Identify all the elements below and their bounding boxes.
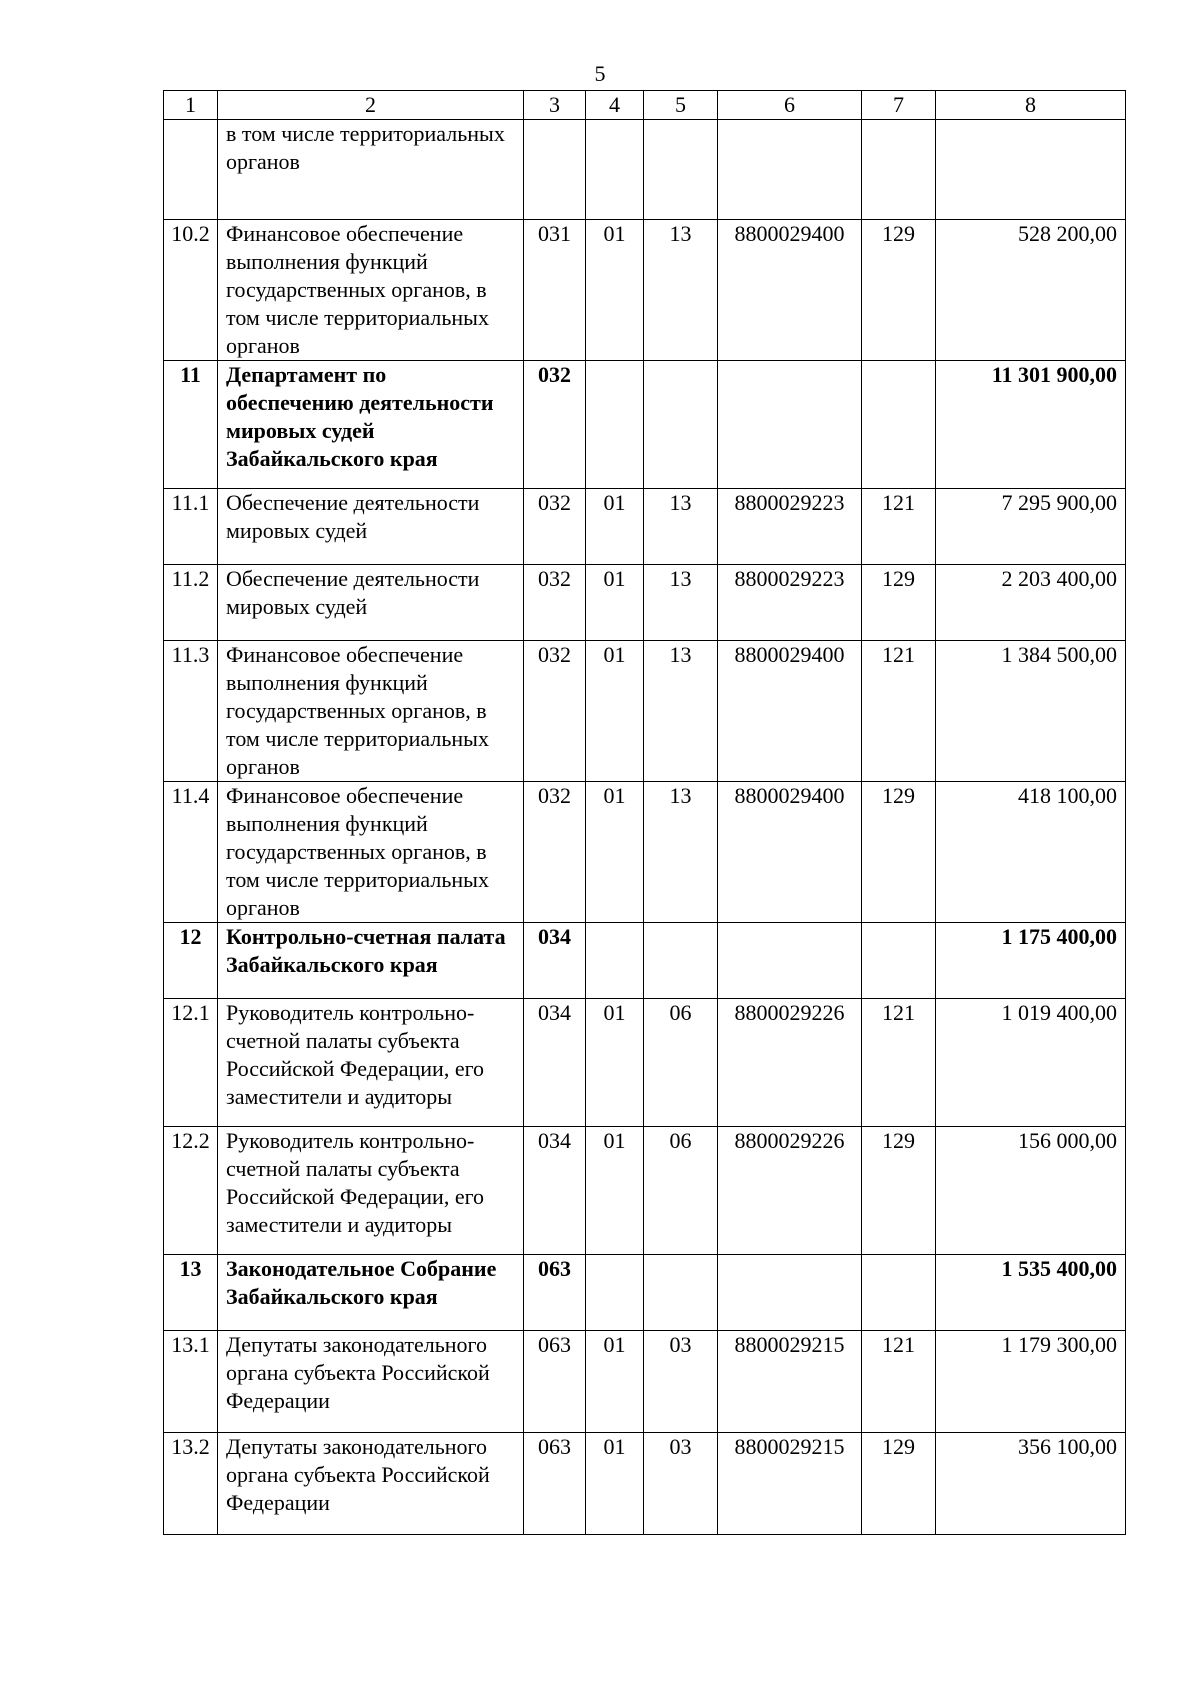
- row-amount-cell: 156 000,00: [936, 1127, 1126, 1255]
- row-amount-cell: 1 175 400,00: [936, 923, 1126, 999]
- row-expense-type-cell: 129: [862, 1433, 936, 1535]
- row-section-cell: 01: [586, 1127, 644, 1255]
- row-amount-cell: 1 179 300,00: [936, 1331, 1126, 1433]
- row-target-article-cell: 8800029223: [718, 489, 862, 565]
- row-subsection-cell: 13: [644, 641, 718, 782]
- table-row: [164, 641, 1126, 782]
- budget-table: [163, 90, 1126, 1535]
- row-amount-cell: 2 203 400,00: [936, 565, 1126, 641]
- row-name-cell: Руководитель контрольно-счетной палаты субъекта Российской Федерации, его заместители и аудиторы: [218, 999, 524, 1127]
- row-name-cell: Финансовое обеспечение выполнения функций государственных органов, в том числе территориальных органов: [218, 220, 524, 361]
- row-subsection-cell: 06: [644, 1127, 718, 1255]
- row-subsection-cell: 13: [644, 565, 718, 641]
- row-amount-cell: 1 384 500,00: [936, 641, 1126, 782]
- row-target-article-cell: [718, 120, 862, 220]
- row-subsection-cell: 06: [644, 999, 718, 1127]
- row-subsection-cell: 13: [644, 489, 718, 565]
- row-code-cell: 031: [524, 220, 586, 361]
- row-number-cell: 12.2: [164, 1127, 218, 1255]
- row-code-cell: 034: [524, 1127, 586, 1255]
- row-section-cell: 01: [586, 782, 644, 923]
- table-row: [164, 1433, 1126, 1535]
- row-expense-type-cell: [862, 923, 936, 999]
- row-code-cell: 032: [524, 565, 586, 641]
- row-subsection-cell: [644, 361, 718, 489]
- row-amount-cell: 356 100,00: [936, 1433, 1126, 1535]
- table-row: [164, 361, 1126, 489]
- row-amount-cell: 418 100,00: [936, 782, 1126, 923]
- row-section-cell: 01: [586, 1433, 644, 1535]
- row-subsection-cell: [644, 120, 718, 220]
- row-code-cell: [524, 120, 586, 220]
- row-expense-type-cell: [862, 120, 936, 220]
- row-code-cell: 034: [524, 999, 586, 1127]
- row-expense-type-cell: 121: [862, 999, 936, 1127]
- row-number-cell: 12: [164, 923, 218, 999]
- row-name-cell: Обеспечение деятельности мировых судей: [218, 489, 524, 565]
- row-subsection-cell: [644, 923, 718, 999]
- header-cell: 2: [218, 91, 524, 120]
- row-section-cell: 01: [586, 489, 644, 565]
- row-expense-type-cell: 121: [862, 489, 936, 565]
- row-name-cell: Законодательное Собрание Забайкальского края: [218, 1255, 524, 1331]
- row-section-cell: 01: [586, 641, 644, 782]
- row-subsection-cell: 03: [644, 1331, 718, 1433]
- row-code-cell: 063: [524, 1433, 586, 1535]
- row-code-cell: 063: [524, 1331, 586, 1433]
- row-section-cell: 01: [586, 565, 644, 641]
- header-cell: 1: [164, 91, 218, 120]
- row-target-article-cell: [718, 1255, 862, 1331]
- row-subsection-cell: [644, 1255, 718, 1331]
- row-section-cell: [586, 120, 644, 220]
- row-name-cell: Руководитель контрольно-счетной палаты субъекта Российской Федерации, его заместители и аудиторы: [218, 1127, 524, 1255]
- row-expense-type-cell: 129: [862, 782, 936, 923]
- row-target-article-cell: 8800029223: [718, 565, 862, 641]
- page-number: 5: [594, 61, 606, 86]
- row-name-cell: Департамент по обеспечению деятельности мировых судей Забайкальского края: [218, 361, 524, 489]
- row-number-cell: 12.1: [164, 999, 218, 1127]
- table-row: [164, 565, 1126, 641]
- row-expense-type-cell: [862, 361, 936, 489]
- row-target-article-cell: 8800029400: [718, 220, 862, 361]
- row-name-cell: Контрольно-счетная палата Забайкальского края: [218, 923, 524, 999]
- row-subsection-cell: 03: [644, 1433, 718, 1535]
- row-amount-cell: 528 200,00: [936, 220, 1126, 361]
- header-cell: 5: [644, 91, 718, 120]
- row-section-cell: [586, 361, 644, 489]
- row-target-article-cell: 8800029226: [718, 999, 862, 1127]
- row-number-cell: [164, 120, 218, 220]
- table-row: [164, 120, 1126, 220]
- table-row: [164, 1331, 1126, 1433]
- table-row: [164, 489, 1126, 565]
- row-amount-cell: 1 019 400,00: [936, 999, 1126, 1127]
- row-code-cell: 032: [524, 641, 586, 782]
- row-target-article-cell: [718, 923, 862, 999]
- row-target-article-cell: [718, 361, 862, 489]
- header-cell: 4: [586, 91, 644, 120]
- row-expense-type-cell: [862, 1255, 936, 1331]
- row-target-article-cell: 8800029400: [718, 782, 862, 923]
- row-number-cell: 11.4: [164, 782, 218, 923]
- header-cell: 8: [936, 91, 1126, 120]
- header-cell: 7: [862, 91, 936, 120]
- row-section-cell: [586, 923, 644, 999]
- row-number-cell: 11.2: [164, 565, 218, 641]
- row-name-cell: Финансовое обеспечение выполнения функций государственных органов, в том числе территориальных органов: [218, 782, 524, 923]
- table-row: [164, 923, 1126, 999]
- row-code-cell: 063: [524, 1255, 586, 1331]
- row-amount-cell: 7 295 900,00: [936, 489, 1126, 565]
- row-number-cell: 11.3: [164, 641, 218, 782]
- row-section-cell: 01: [586, 999, 644, 1127]
- row-section-cell: 01: [586, 1331, 644, 1433]
- header-cell: 6: [718, 91, 862, 120]
- row-name-cell: Депутаты законодательного органа субъекта Российской Федерации: [218, 1433, 524, 1535]
- table-row: [164, 220, 1126, 361]
- row-number-cell: 11.1: [164, 489, 218, 565]
- row-expense-type-cell: 129: [862, 565, 936, 641]
- row-name-cell: Депутаты законодательного органа субъекта Российской Федерации: [218, 1331, 524, 1433]
- row-target-article-cell: 8800029400: [718, 641, 862, 782]
- row-target-article-cell: 8800029215: [718, 1433, 862, 1535]
- row-target-article-cell: 8800029215: [718, 1331, 862, 1433]
- row-expense-type-cell: 121: [862, 641, 936, 782]
- row-code-cell: 032: [524, 782, 586, 923]
- row-name-cell: в том числе территориальных органов: [218, 120, 524, 220]
- row-name-cell: Обеспечение деятельности мировых судей: [218, 565, 524, 641]
- row-expense-type-cell: 129: [862, 1127, 936, 1255]
- row-expense-type-cell: 129: [862, 220, 936, 361]
- header-row: [164, 91, 1126, 120]
- row-number-cell: 10.2: [164, 220, 218, 361]
- row-code-cell: 032: [524, 489, 586, 565]
- row-section-cell: [586, 1255, 644, 1331]
- row-target-article-cell: 8800029226: [718, 1127, 862, 1255]
- row-name-cell: Финансовое обеспечение выполнения функций государственных органов, в том числе территориальных органов: [218, 641, 524, 782]
- row-subsection-cell: 13: [644, 220, 718, 361]
- row-number-cell: 13: [164, 1255, 218, 1331]
- table-row: [164, 1255, 1126, 1331]
- row-code-cell: 034: [524, 923, 586, 999]
- row-section-cell: 01: [586, 220, 644, 361]
- table-row: [164, 1127, 1126, 1255]
- row-amount-cell: 11 301 900,00: [936, 361, 1126, 489]
- table-row: [164, 999, 1126, 1127]
- table-row: [164, 782, 1126, 923]
- row-amount-cell: 1 535 400,00: [936, 1255, 1126, 1331]
- row-number-cell: 13.1: [164, 1331, 218, 1433]
- header-cell: 3: [524, 91, 586, 120]
- row-subsection-cell: 13: [644, 782, 718, 923]
- row-expense-type-cell: 121: [862, 1331, 936, 1433]
- row-code-cell: 032: [524, 361, 586, 489]
- row-number-cell: 13.2: [164, 1433, 218, 1535]
- row-amount-cell: [936, 120, 1126, 220]
- row-number-cell: 11: [164, 361, 218, 489]
